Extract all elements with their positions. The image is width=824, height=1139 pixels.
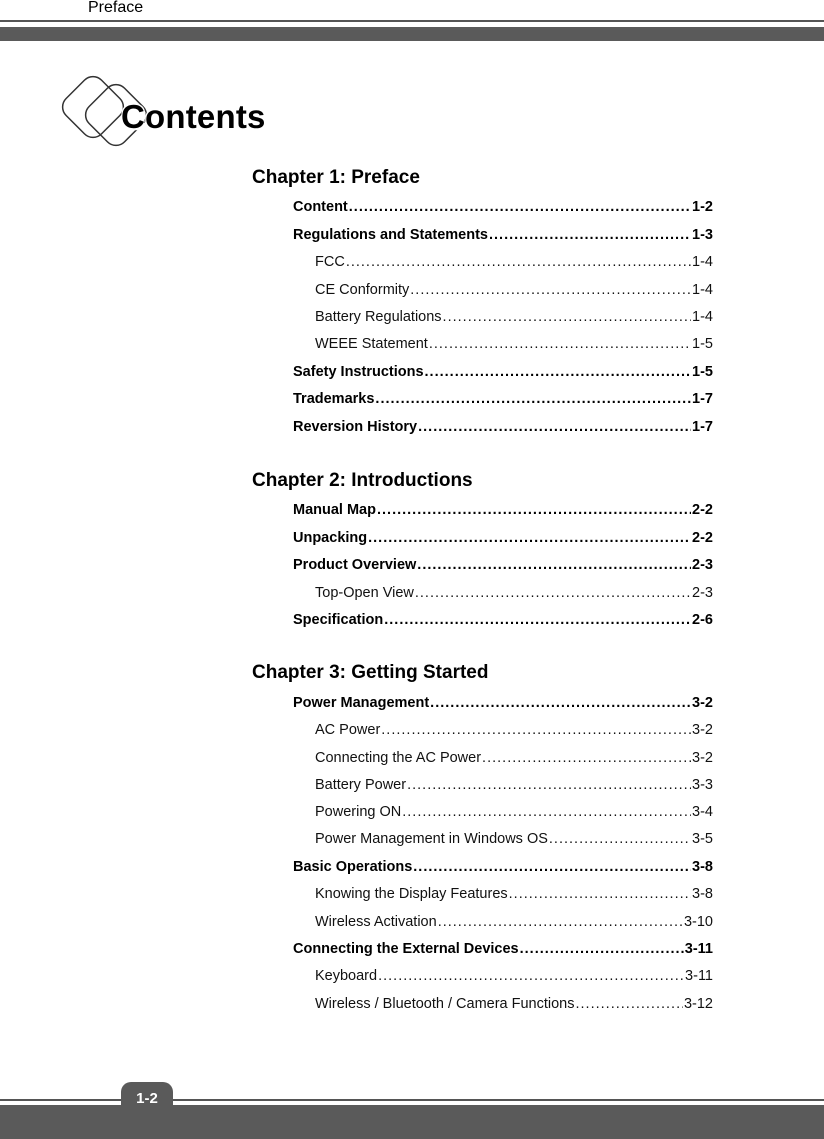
toc-entry-label: Content: [293, 199, 348, 215]
toc-entry-label: Powering ON: [315, 804, 402, 820]
page-number-tab: 1-2: [121, 1082, 173, 1116]
toc-entry[interactable]: [315, 886, 713, 906]
toc-entry-page: 1-7: [692, 419, 713, 435]
toc-leader-dots: [509, 886, 691, 902]
chapter-title: Chapter 2: Introductions: [252, 470, 473, 491]
toc-leader-dots: [413, 859, 691, 875]
toc-entry[interactable]: [315, 777, 713, 797]
toc-entry-label: WEEE Statement: [315, 336, 428, 352]
toc-entry[interactable]: [315, 996, 713, 1016]
toc-entry-page: 3-2: [692, 750, 713, 766]
toc-entry-page: 3-3: [692, 777, 713, 793]
toc-leader-dots: [438, 914, 683, 930]
toc-entry-label: Keyboard: [315, 968, 378, 984]
toc-leader-dots: [549, 831, 691, 847]
toc-entry[interactable]: [293, 941, 713, 961]
toc-leader-dots: [375, 391, 691, 407]
header-band: [0, 27, 824, 41]
toc-entry-label: CE Conformity: [315, 282, 410, 298]
toc-entry-label: Regulations and Statements: [293, 227, 488, 243]
toc-entry[interactable]: [293, 227, 713, 247]
toc-leader-dots: [489, 227, 691, 243]
toc-entry-label: Unpacking: [293, 530, 368, 546]
toc-entry-label: Battery Regulations: [315, 309, 442, 325]
toc-entry-label: Top-Open View: [315, 585, 414, 601]
toc-entry-page: 2-2: [692, 530, 713, 546]
toc-leader-dots: [402, 804, 691, 820]
toc-entry-page: 1-2: [692, 199, 713, 215]
toc-entry-label: Power Management: [293, 695, 430, 711]
header-rule: [0, 20, 824, 22]
toc-entry-label: Product Overview: [293, 557, 417, 573]
toc-entry-page: 3-11: [685, 968, 713, 984]
toc-leader-dots: [349, 199, 691, 215]
toc-entry-page: 1-4: [692, 254, 713, 270]
toc-entry-page: 3-10: [683, 914, 713, 930]
toc-entry[interactable]: [293, 419, 713, 439]
toc-leader-dots: [415, 585, 691, 601]
toc-entry[interactable]: [315, 750, 713, 770]
toc-entry[interactable]: [315, 585, 713, 605]
toc-entry-page: 1-5: [692, 336, 713, 352]
toc-entry-page: 2-2: [692, 502, 713, 518]
toc-entry[interactable]: [315, 968, 713, 988]
toc-entry[interactable]: [293, 199, 713, 219]
toc-entry-page: 1-3: [692, 227, 713, 243]
toc-entry[interactable]: [315, 722, 713, 742]
chapter-title: Chapter 3: Getting Started: [252, 662, 489, 683]
toc-leader-dots: [384, 612, 691, 628]
toc-leader-dots: [429, 336, 691, 352]
toc-leader-dots: [368, 530, 691, 546]
toc-entry-label: Specification: [293, 612, 384, 628]
toc-entry-label: Connecting the External Devices: [293, 941, 519, 957]
toc-leader-dots: [443, 309, 691, 325]
toc-entry-label: Knowing the Display Features: [315, 886, 508, 902]
toc-entry[interactable]: [293, 391, 713, 411]
toc-entry-page: 3-2: [692, 722, 713, 738]
toc-leader-dots: [417, 557, 691, 573]
page-title: Contents: [121, 98, 266, 135]
toc-leader-dots: [407, 777, 691, 793]
toc-entry-label: Safety Instructions: [293, 364, 424, 380]
toc-entry[interactable]: [293, 859, 713, 879]
toc-entry[interactable]: [315, 914, 713, 934]
toc-entry-label: Wireless Activation: [315, 914, 437, 930]
toc-entry-page: 2-6: [692, 612, 713, 628]
toc-entry-label: Battery Power: [315, 777, 407, 793]
toc-entry[interactable]: [315, 831, 713, 851]
toc-entry[interactable]: [315, 282, 713, 302]
toc-leader-dots: [381, 722, 691, 738]
toc-entry[interactable]: [315, 336, 713, 356]
toc-entry-label: AC Power: [315, 722, 381, 738]
toc-entry[interactable]: [293, 502, 713, 522]
toc-leader-dots: [576, 996, 683, 1012]
toc-entry-label: Power Management in Windows OS: [315, 831, 548, 847]
toc-entry-page: 2-3: [692, 557, 713, 573]
toc-entry-label: Wireless / Bluetooth / Camera Functions: [315, 996, 575, 1012]
toc-entry[interactable]: [293, 557, 713, 577]
chapter-title: Chapter 1: Preface: [252, 167, 420, 188]
toc-entry[interactable]: [293, 530, 713, 550]
toc-entry-label: Basic Operations: [293, 859, 413, 875]
toc-entry-page: 3-4: [692, 804, 713, 820]
toc-leader-dots: [520, 941, 684, 957]
toc-entry-page: 2-3: [692, 585, 713, 601]
toc-entry-page: 3-8: [692, 886, 713, 902]
toc-entry[interactable]: [315, 254, 713, 274]
toc-entry-label: Manual Map: [293, 502, 376, 518]
toc-entry[interactable]: [293, 364, 713, 384]
toc-leader-dots: [482, 750, 691, 766]
toc-entry-page: 1-7: [692, 391, 713, 407]
toc-entry-page: 3-8: [692, 859, 713, 875]
toc-entry[interactable]: [293, 695, 713, 715]
toc-entry-page: 3-12: [683, 996, 713, 1012]
toc-entry-page: 1-4: [692, 282, 713, 298]
toc-leader-dots: [346, 254, 691, 270]
toc-entry-page: 3-2: [692, 695, 713, 711]
toc-leader-dots: [410, 282, 691, 298]
toc-entry-page: 1-4: [692, 309, 713, 325]
toc-entry-label: Reversion History: [293, 419, 418, 435]
toc-entry-label: Trademarks: [293, 391, 375, 407]
toc-entry-label: Connecting the AC Power: [315, 750, 482, 766]
toc-entry[interactable]: [315, 309, 713, 329]
toc-leader-dots: [378, 968, 684, 984]
toc-entry-page: 3-5: [692, 831, 713, 847]
toc-entry-label: FCC: [315, 254, 345, 270]
toc-leader-dots: [418, 419, 691, 435]
toc-leader-dots: [425, 364, 692, 380]
toc-entry-page: 3-11: [684, 941, 713, 957]
toc-leader-dots: [430, 695, 691, 711]
toc-entry-page: 1-5: [692, 364, 713, 380]
toc-entry[interactable]: [293, 612, 713, 632]
running-header-label: Preface: [88, 0, 144, 16]
toc-leader-dots: [377, 502, 691, 518]
toc-entry[interactable]: [315, 804, 713, 824]
